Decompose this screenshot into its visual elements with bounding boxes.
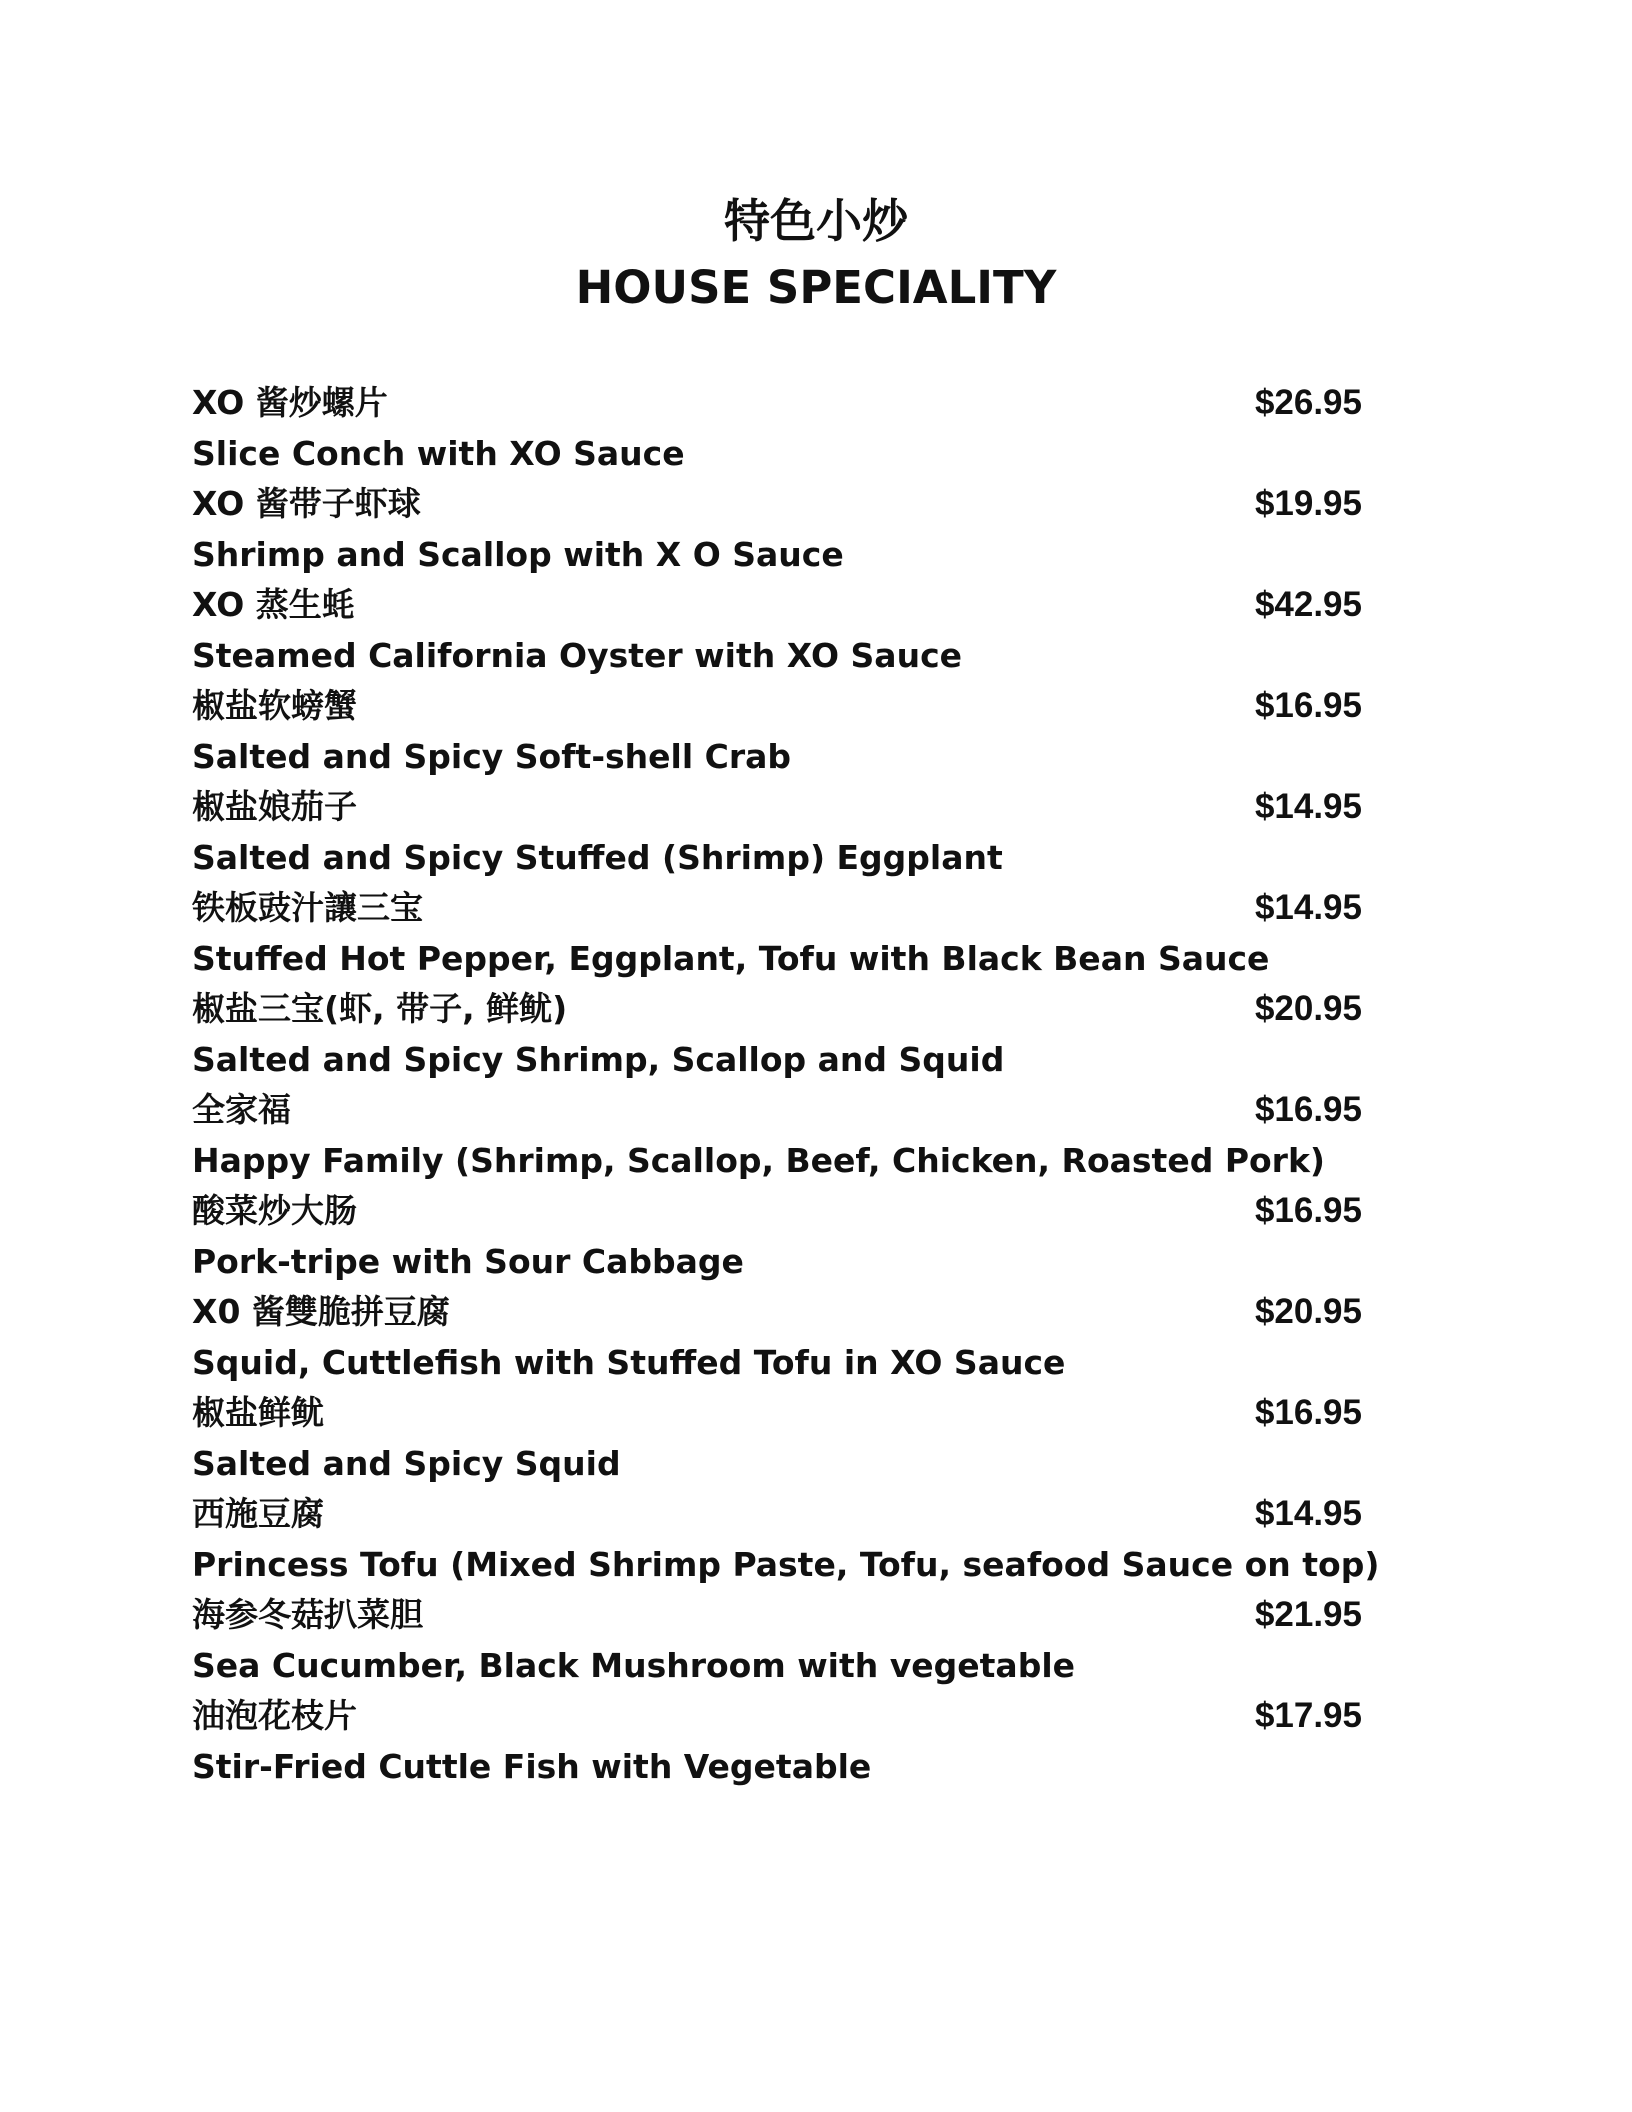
dish-price: $20.95: [1254, 989, 1362, 1028]
dish-name-english: Princess Tofu (Mixed Shrimp Paste, Tofu, seafood Sauce on top): [192, 1545, 1380, 1584]
menu-item: [192, 1085, 1362, 1186]
menu-item: [192, 1590, 1362, 1691]
menu-item: [192, 883, 1362, 984]
page-title-english: HOUSE SPECIALITY: [575, 261, 1057, 314]
menu-item: [192, 984, 1362, 1085]
dish-name-english: Stuffed Hot Pepper, Eggplant, Tofu with Black Bean Sauce: [192, 939, 1270, 978]
dish-price: $16.95: [1254, 1393, 1362, 1432]
menu-item: [192, 580, 1362, 681]
dish-name-english: Pork-tripe with Sour Cabbage: [192, 1242, 744, 1281]
menu-item: [192, 1287, 1362, 1388]
dish-name-chinese: 海参冬菇扒菜胆: [192, 1595, 423, 1634]
menu-item: [192, 378, 1362, 479]
dish-name-english: Salted and Spicy Shrimp, Scallop and Squid: [192, 1040, 1005, 1079]
menu-list: [192, 378, 1380, 1792]
dish-price: $21.95: [1254, 1595, 1362, 1634]
menu-item: [192, 1691, 1362, 1792]
menu-item: [192, 1489, 1380, 1590]
dish-price: $42.95: [1254, 585, 1362, 624]
dish-name-english: Steamed California Oyster with XO Sauce: [192, 636, 963, 675]
dish-price: $16.95: [1254, 686, 1362, 725]
dish-price: $14.95: [1254, 1494, 1362, 1533]
dish-name-chinese: XO 酱带子虾球: [192, 484, 421, 523]
dish-price: $16.95: [1254, 1191, 1362, 1230]
page-title-chinese: 特色小炒: [724, 194, 908, 248]
dish-name-chinese: 铁板豉汁讓三宝: [192, 888, 423, 927]
dish-name-chinese: 油泡花枝片: [192, 1696, 357, 1735]
dish-name-chinese: 酸菜炒大肠: [192, 1191, 357, 1230]
dish-name-english: Salted and Spicy Stuffed (Shrimp) Eggplant: [192, 838, 1003, 877]
dish-name-english: Slice Conch with XO Sauce: [192, 434, 685, 473]
dish-name-english: Happy Family (Shrimp, Scallop, Beef, Chicken, Roasted Pork): [192, 1141, 1325, 1180]
dish-name-chinese: XO 酱炒螺片: [192, 383, 388, 422]
dish-name-chinese: X0 酱雙脆拼豆腐: [192, 1292, 450, 1331]
dish-name-chinese: XO 蒸生蚝: [192, 585, 355, 624]
dish-name-chinese: 西施豆腐: [192, 1494, 324, 1533]
menu-item: [192, 681, 1362, 782]
dish-name-english: Sea Cucumber, Black Mushroom with vegetable: [192, 1646, 1076, 1685]
menu-item: [192, 782, 1362, 883]
dish-name-chinese: 椒盐鲜鱿: [192, 1393, 324, 1432]
dish-name-english: Salted and Spicy Squid: [192, 1444, 621, 1483]
dish-name-english: Salted and Spicy Soft-shell Crab: [192, 737, 792, 776]
dish-price: $14.95: [1254, 787, 1362, 826]
dish-name-english: Squid, Cuttlefish with Stuffed Tofu in XO Sauce: [192, 1343, 1066, 1382]
dish-price: $14.95: [1254, 888, 1362, 927]
menu-item: [192, 1388, 1362, 1489]
dish-price: $19.95: [1254, 484, 1362, 523]
dish-name-chinese: 全家福: [192, 1090, 291, 1129]
dish-price: $16.95: [1254, 1090, 1362, 1129]
dish-name-english: Stir-Fried Cuttle Fish with Vegetable: [192, 1747, 872, 1786]
dish-price: $26.95: [1254, 383, 1362, 422]
menu-item: [192, 479, 1362, 580]
dish-name-english: Shrimp and Scallop with X O Sauce: [192, 535, 844, 574]
dish-name-chinese: 椒盐三宝(虾, 带子, 鲜鱿): [192, 989, 568, 1028]
dish-price: $17.95: [1254, 1696, 1362, 1735]
dish-price: $20.95: [1254, 1292, 1362, 1331]
dish-name-chinese: 椒盐软螃蟹: [192, 686, 357, 725]
dish-name-chinese: 椒盐娘茄子: [192, 787, 357, 826]
menu-item: [192, 1186, 1362, 1287]
